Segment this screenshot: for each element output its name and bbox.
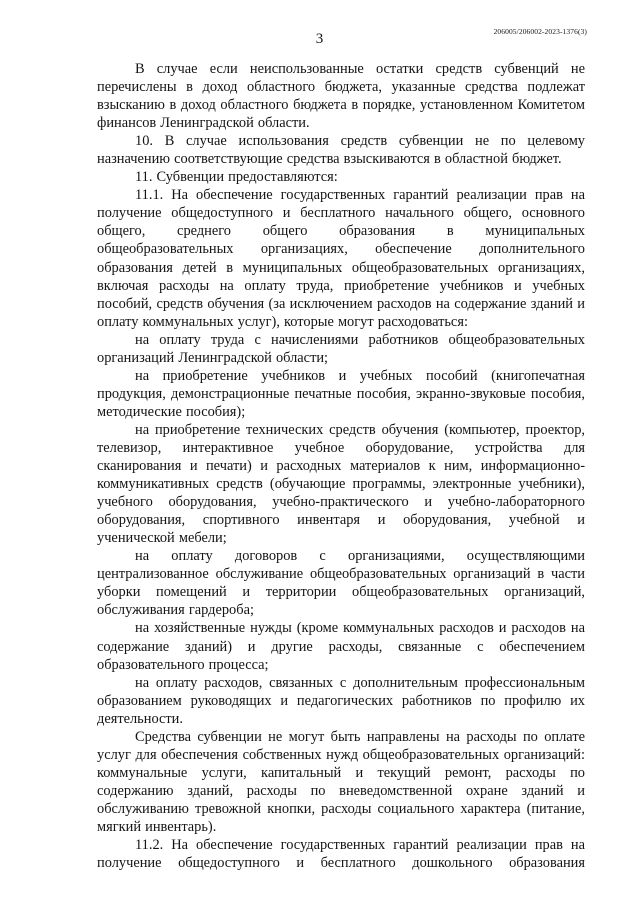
paragraph-11-2: 11.2. На обеспечение государственных гарантий реализации прав на получение общедоступного и бесплатного дошкольного образования [97,837,585,872]
paragraph-household-needs: на хозяйственные нужды (кроме коммунальных расходов и расходов на содержание зданий) и другие расходы, связанные с обеспечением образовательного процесса; [97,620,585,673]
paragraph-textbooks: на приобретение учебников и учебных пособий (книгопечатная продукция, демонстрационные печатные пособия, экранно-звуковые пособия, методические пособия); [97,367,585,420]
paragraph-technical-means: на приобретение технических средств обучения (компьютер, проектор, телевизор, интерактивное учебное оборудование, устройства для сканирования и печати) и расходных материалов к ним, информационно-коммуникативных средств (обучающие программы, электронные учебники), учебного оборудования, учебно-практического и учебно-лабораторного оборудования, спортивного инвентаря и оборудования, учебной и ученической мебели; [97,421,585,547]
paragraph-service-contracts: на оплату договоров с организациями, осуществляющими централизованное обслуживание общеобразовательных организаций в части уборки помещений и территории общеобразовательных организаций, обслуживания гардероба; [97,548,585,619]
paragraph-11-1: 11.1. На обеспечение государственных гарантий реализации прав на получение общедоступного и бесплатного начального общего, основного общего, среднего общего образования в муниципальных общеобразовательных организациях, обеспечение дополнительного образования детей в муниципальных общеобразовательных организациях, включая расходы на оплату труда, приобретение учебников и учебных пособий, средств обучения (за исключением расходов на содержание зданий и оплату коммунальных услуг), которые могут расходоваться: [97,187,585,330]
paragraph-11-intro: 11. Субвенции предоставляются: [135,169,338,186]
document-body [97,60,585,872]
paragraph-unused-balances: В случае если неиспользованные остатки средств субвенций не перечислены в доход областного бюджета, указанные средства подлежат взысканию в доход областного бюджета в порядке, установленном Комитетом финансов Ленинградской области. [97,61,585,132]
page-number: 3 [315,31,324,47]
paragraph-10-misuse: 10. В случае использования средств субвенции не по целевому назначению соответствующие средства взыскиваются в областной бюджет. [97,133,585,168]
paragraph-restrictions: Средства субвенции не могут быть направлены на расходы по оплате услуг для обеспечения собственных нужд общеобразовательных организаций: коммунальные услуги, капитальный и текущий ремонт, расходы по содержанию зданий, расходы по вневедомственной охране зданий и обслуживанию тревожной кнопки, расходы социального характера (питание, мягкий инвентарь). [97,728,585,835]
paragraph-professional-education: на оплату расходов, связанных с дополнительным профессиональным образованием руководящих и педагогических работников по профилю их деятельности. [97,674,585,727]
document-id: 206005/206002-2023-1376(3) [493,27,587,36]
paragraph-labor-payment: на оплату труда с начислениями работников общеобразовательных организаций Ленинградской области; [97,331,585,366]
